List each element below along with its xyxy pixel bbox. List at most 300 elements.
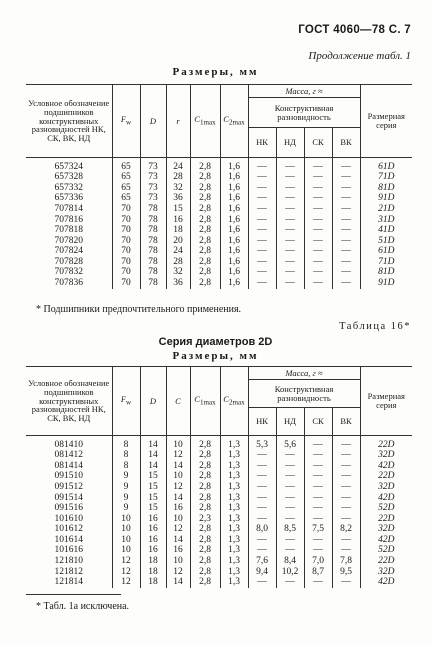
header-sk: СК bbox=[304, 408, 332, 436]
cell-designation: 707824 bbox=[54, 246, 83, 257]
table-cell: — bbox=[276, 236, 304, 247]
series-title: Серия диаметров 2D bbox=[158, 336, 273, 348]
table-cell: 78 bbox=[140, 257, 166, 268]
table-cell: 32D bbox=[360, 525, 412, 536]
table-cell: 78 bbox=[140, 268, 166, 279]
footnote-excluded: * Табл. 1а исключена. bbox=[36, 601, 130, 612]
table-cell: — bbox=[248, 472, 276, 483]
table-cell: — bbox=[276, 482, 304, 493]
table-cell: — bbox=[332, 472, 360, 483]
table-cell: 1,3 bbox=[220, 514, 248, 525]
table-cell: 2,8 bbox=[190, 215, 220, 226]
table-cell: 16 bbox=[140, 546, 166, 557]
table-cell: — bbox=[332, 493, 360, 504]
table-cell: 15 bbox=[140, 504, 166, 515]
table-cell: — bbox=[304, 472, 332, 483]
table-cell: — bbox=[248, 546, 276, 557]
cell-designation: 707836 bbox=[54, 278, 83, 289]
table-cell: 73 bbox=[140, 173, 166, 184]
header-c1max: $C_{1max}$ bbox=[190, 367, 220, 436]
table-cell: — bbox=[304, 514, 332, 525]
table-cell: — bbox=[304, 436, 332, 451]
table-cell: 2,8 bbox=[190, 578, 220, 589]
header-vk: ВК bbox=[332, 408, 360, 436]
table-cell: 5,3 bbox=[248, 436, 276, 451]
header-r: r bbox=[166, 85, 190, 158]
table-row bbox=[26, 158, 412, 173]
table-cell: 9,4 bbox=[248, 567, 276, 578]
table-cell: 2,8 bbox=[190, 257, 220, 268]
cell-designation: 707814 bbox=[54, 203, 83, 214]
table-cell: — bbox=[332, 173, 360, 184]
table-cell: 78 bbox=[140, 204, 166, 215]
table-cell: 73 bbox=[140, 158, 166, 173]
table-cell: — bbox=[304, 215, 332, 226]
table-row bbox=[26, 461, 412, 472]
table-row bbox=[26, 173, 412, 184]
table-cell: — bbox=[248, 257, 276, 268]
table-cell: 81D bbox=[360, 183, 412, 194]
table-cell: 5,6 bbox=[276, 436, 304, 451]
table-cell: 32 bbox=[166, 268, 190, 279]
table-cell: — bbox=[332, 461, 360, 472]
table-cell: 1,6 bbox=[220, 158, 248, 173]
table-cell: 8,7 bbox=[304, 567, 332, 578]
table-cell: 70 bbox=[112, 226, 140, 237]
table-cell: 7,0 bbox=[304, 557, 332, 568]
table-cell: — bbox=[304, 461, 332, 472]
table-cell: — bbox=[248, 215, 276, 226]
table-cell: 14 bbox=[166, 578, 190, 589]
table-cell: 2,8 bbox=[190, 472, 220, 483]
table-cell: — bbox=[332, 194, 360, 205]
table-row bbox=[26, 567, 412, 578]
table-cell: 70 bbox=[112, 215, 140, 226]
table-cell: — bbox=[276, 461, 304, 472]
table-cell: — bbox=[332, 183, 360, 194]
table-cell: — bbox=[248, 493, 276, 504]
table-cell: 78 bbox=[140, 236, 166, 247]
table-cell: — bbox=[304, 504, 332, 515]
cell-designation: 091514 bbox=[54, 492, 83, 503]
table-cell: 16 bbox=[140, 514, 166, 525]
cell-designation: 101610 bbox=[54, 513, 83, 524]
table-cell: — bbox=[276, 493, 304, 504]
table-row bbox=[26, 268, 412, 279]
table-row bbox=[26, 504, 412, 515]
table-cell: 70 bbox=[112, 268, 140, 279]
table-cell: 2,8 bbox=[190, 482, 220, 493]
table-row bbox=[26, 451, 412, 462]
table-cell: 18 bbox=[166, 226, 190, 237]
table-cell: 1,3 bbox=[220, 557, 248, 568]
header-kind: Конструктивная разновидность bbox=[248, 380, 360, 408]
table-cell: 2,8 bbox=[190, 493, 220, 504]
table-cell: 8 bbox=[112, 451, 140, 462]
sizes-label: Размеры, мм bbox=[172, 66, 259, 78]
table-cell: 10 bbox=[166, 514, 190, 525]
table-cell: — bbox=[332, 257, 360, 268]
table-cell: — bbox=[332, 236, 360, 247]
table-cell: 9 bbox=[112, 493, 140, 504]
table-cell: 10 bbox=[112, 546, 140, 557]
table-cell: 24 bbox=[166, 247, 190, 258]
cell-designation: 657328 bbox=[54, 172, 83, 183]
table-cell: 1,6 bbox=[220, 236, 248, 247]
table-cell: — bbox=[248, 173, 276, 184]
sizes-label-2: Размеры, мм bbox=[172, 350, 259, 362]
table-cell: — bbox=[248, 247, 276, 258]
table-cell: — bbox=[276, 535, 304, 546]
table-cell: 10,2 bbox=[276, 567, 304, 578]
table-row bbox=[26, 183, 412, 194]
table-cell: 70 bbox=[112, 279, 140, 290]
table-row bbox=[26, 226, 412, 237]
table-cell: 1,3 bbox=[220, 472, 248, 483]
table-cell: 2,8 bbox=[190, 204, 220, 215]
table-cell: — bbox=[248, 504, 276, 515]
header-c2max: $C_{2max}$ bbox=[220, 367, 248, 436]
table-cell: 22D bbox=[360, 472, 412, 483]
table-cell: 61D bbox=[360, 247, 412, 258]
table-cell: 2,8 bbox=[190, 183, 220, 194]
table-cell: — bbox=[304, 257, 332, 268]
table-cell: — bbox=[332, 504, 360, 515]
header-c2max: $C_{2max}$ bbox=[220, 85, 248, 158]
table-cell: 42D bbox=[360, 493, 412, 504]
table-cell: — bbox=[304, 535, 332, 546]
header-c: C bbox=[166, 367, 190, 436]
table-cell: 2,8 bbox=[190, 504, 220, 515]
table-cell: 2,8 bbox=[190, 236, 220, 247]
table-cell: 70 bbox=[112, 204, 140, 215]
table-row bbox=[26, 578, 412, 589]
table-cell: 65 bbox=[112, 158, 140, 173]
header-nk: НК bbox=[248, 128, 276, 158]
table-cell: — bbox=[304, 451, 332, 462]
table-cell: — bbox=[332, 279, 360, 290]
table-cell: 18 bbox=[140, 578, 166, 589]
table-cell: 20 bbox=[166, 236, 190, 247]
table-cell: — bbox=[332, 514, 360, 525]
table-cell: 8,0 bbox=[248, 525, 276, 536]
table-cell: — bbox=[304, 226, 332, 237]
table-cell: 1,3 bbox=[220, 535, 248, 546]
table-cell: 2,8 bbox=[190, 226, 220, 237]
table-cell: 70 bbox=[112, 247, 140, 258]
table-row bbox=[26, 482, 412, 493]
cell-designation: 707820 bbox=[54, 235, 83, 246]
table-cell: — bbox=[304, 247, 332, 258]
cell-designation: 091512 bbox=[54, 481, 83, 492]
header-fw: $F_w$ bbox=[112, 85, 140, 158]
table-cell: 8,5 bbox=[276, 525, 304, 536]
table-cell: — bbox=[332, 268, 360, 279]
table-cell: 22D bbox=[360, 436, 412, 451]
table-cell: — bbox=[248, 482, 276, 493]
footnote-rule bbox=[26, 594, 121, 595]
table-cell: — bbox=[304, 578, 332, 589]
table-cell: — bbox=[248, 183, 276, 194]
table-cell: — bbox=[276, 215, 304, 226]
table-cell: 16 bbox=[166, 215, 190, 226]
table-cell: 12 bbox=[112, 567, 140, 578]
cell-designation: 091516 bbox=[54, 503, 83, 514]
table-cell: 32 bbox=[166, 183, 190, 194]
table-cell: 2,8 bbox=[190, 525, 220, 536]
header-nd: НД bbox=[276, 408, 304, 436]
table-cell: 1,3 bbox=[220, 461, 248, 472]
table-cell: 65 bbox=[112, 183, 140, 194]
table-cell: — bbox=[276, 472, 304, 483]
header-c1max: $C_{1max}$ bbox=[190, 85, 220, 158]
header-d: D bbox=[140, 367, 166, 436]
table-cell: 61D bbox=[360, 158, 412, 173]
table-cell: — bbox=[332, 215, 360, 226]
table-cell: 8,2 bbox=[332, 525, 360, 536]
table-cell: 42D bbox=[360, 535, 412, 546]
table-cell: 21D bbox=[360, 204, 412, 215]
table-cell: 41D bbox=[360, 226, 412, 237]
table-cell: 32D bbox=[360, 482, 412, 493]
table-cell: 1,6 bbox=[220, 247, 248, 258]
table-cell: 42D bbox=[360, 461, 412, 472]
table-cell: 18 bbox=[140, 567, 166, 578]
cell-designation: 121810 bbox=[54, 556, 83, 567]
table-row bbox=[26, 236, 412, 247]
table-row bbox=[26, 493, 412, 504]
table-cell: — bbox=[332, 535, 360, 546]
table-cell: 65 bbox=[112, 173, 140, 184]
table-cell: — bbox=[248, 514, 276, 525]
table-cell: — bbox=[248, 451, 276, 462]
table-cell: — bbox=[276, 546, 304, 557]
footnote-preferred: * Подшипники предпочтительного применения. bbox=[36, 304, 242, 315]
table-cell: 9 bbox=[112, 472, 140, 483]
table-cell: 2,8 bbox=[190, 461, 220, 472]
table-row bbox=[26, 472, 412, 483]
table-cell: 1,3 bbox=[220, 436, 248, 451]
table-cell: 73 bbox=[140, 183, 166, 194]
table-cell: — bbox=[332, 204, 360, 215]
header-mass: Масса, г ≈ bbox=[248, 85, 360, 98]
table-cell: — bbox=[248, 226, 276, 237]
header-size-series: Размерная серия bbox=[360, 367, 412, 436]
table-cell: 1,6 bbox=[220, 257, 248, 268]
table-cell: 1,6 bbox=[220, 279, 248, 290]
table-cell: 10 bbox=[112, 535, 140, 546]
table-cell: — bbox=[332, 247, 360, 258]
table-cell: 2,8 bbox=[190, 268, 220, 279]
table-cell: 1,6 bbox=[220, 194, 248, 205]
table-cell: 91D bbox=[360, 279, 412, 290]
table-cell: 12 bbox=[166, 482, 190, 493]
cell-designation: 081412 bbox=[54, 450, 83, 461]
table-cell: 8 bbox=[112, 436, 140, 451]
table-cell: 14 bbox=[140, 436, 166, 451]
table-cell: 15 bbox=[140, 472, 166, 483]
table-cell: 15 bbox=[140, 482, 166, 493]
header-nk: НК bbox=[248, 408, 276, 436]
table-cell: — bbox=[248, 268, 276, 279]
cell-designation: 657336 bbox=[54, 193, 83, 204]
table-cell: — bbox=[332, 482, 360, 493]
table-cell: — bbox=[276, 504, 304, 515]
table-cell: — bbox=[304, 158, 332, 173]
table-cell: — bbox=[304, 268, 332, 279]
page-reference: ГОСТ 4060—78 С. 7 bbox=[298, 24, 411, 36]
table-cell: — bbox=[248, 194, 276, 205]
table-cell: 2,8 bbox=[190, 158, 220, 173]
cell-designation: 091510 bbox=[54, 471, 83, 482]
table-row bbox=[26, 257, 412, 268]
cell-designation: 081410 bbox=[54, 439, 83, 450]
table-cell: 2,8 bbox=[190, 173, 220, 184]
table-cell: 16 bbox=[166, 546, 190, 557]
table-cell: — bbox=[332, 436, 360, 451]
table-cell: — bbox=[276, 204, 304, 215]
table-16-title: Таблица 16* bbox=[339, 321, 411, 332]
table-cell: — bbox=[276, 257, 304, 268]
header-nd: НД bbox=[276, 128, 304, 158]
table-row bbox=[26, 279, 412, 290]
table-row bbox=[26, 436, 412, 451]
table-cell: 9 bbox=[112, 504, 140, 515]
table-cell: 14 bbox=[140, 461, 166, 472]
table-cell: 7,5 bbox=[304, 525, 332, 536]
header-sk: СК bbox=[304, 128, 332, 158]
table-cell: — bbox=[304, 183, 332, 194]
table-cell: 1,6 bbox=[220, 226, 248, 237]
table-cell: 73 bbox=[140, 194, 166, 205]
table-cell: 2,8 bbox=[190, 247, 220, 258]
header-vk: ВК bbox=[332, 128, 360, 158]
table-cell: 12 bbox=[112, 557, 140, 568]
table-row bbox=[26, 546, 412, 557]
header-mass: Масса, г ≈ bbox=[248, 367, 360, 380]
table-cell: 10 bbox=[166, 472, 190, 483]
table-cell: 71D bbox=[360, 257, 412, 268]
table-cell: 14 bbox=[140, 451, 166, 462]
table-cell: 52D bbox=[360, 546, 412, 557]
table-cell: 81D bbox=[360, 268, 412, 279]
table-cell: — bbox=[304, 482, 332, 493]
table-cell: 2,8 bbox=[190, 279, 220, 290]
table-cell: — bbox=[332, 546, 360, 557]
table-row bbox=[26, 535, 412, 546]
table-cell: — bbox=[276, 226, 304, 237]
cell-designation: 707818 bbox=[54, 225, 83, 236]
table-cell: 36 bbox=[166, 194, 190, 205]
table-cell: 2,8 bbox=[190, 451, 220, 462]
table-cell: 65 bbox=[112, 194, 140, 205]
table-cell: — bbox=[248, 204, 276, 215]
table-cell: — bbox=[248, 578, 276, 589]
cell-designation: 101612 bbox=[54, 524, 83, 535]
table-cell: — bbox=[304, 173, 332, 184]
table-cell: 12 bbox=[112, 578, 140, 589]
table-cell: 18 bbox=[140, 557, 166, 568]
table-cell: 10 bbox=[112, 514, 140, 525]
table-cell: — bbox=[304, 493, 332, 504]
table-cell: — bbox=[304, 546, 332, 557]
table-row bbox=[26, 194, 412, 205]
table-cell: — bbox=[248, 158, 276, 173]
table-cell: — bbox=[276, 158, 304, 173]
table-cell: — bbox=[276, 183, 304, 194]
table-cell: 32D bbox=[360, 567, 412, 578]
header-designation: Условное обозначение подшипников конструктивных разновидностей НК, СК, ВК, НД bbox=[26, 367, 112, 436]
cell-designation: 101614 bbox=[54, 534, 83, 545]
cell-designation: 657332 bbox=[54, 182, 83, 193]
table-cell: 1,6 bbox=[220, 268, 248, 279]
table-row bbox=[26, 247, 412, 258]
table-cell: 22D bbox=[360, 557, 412, 568]
table-cell: 1,6 bbox=[220, 173, 248, 184]
table-cell: 14 bbox=[166, 461, 190, 472]
table-cell: — bbox=[332, 158, 360, 173]
table-cell: — bbox=[276, 514, 304, 525]
table-cell: 2,8 bbox=[190, 557, 220, 568]
table-cell: 1,6 bbox=[220, 215, 248, 226]
table-cell: 16 bbox=[140, 525, 166, 536]
table-cell: 1,6 bbox=[220, 204, 248, 215]
table-cell: 51D bbox=[360, 236, 412, 247]
table-cell: 2,8 bbox=[190, 567, 220, 578]
table-cell: 70 bbox=[112, 257, 140, 268]
table-cell: — bbox=[304, 204, 332, 215]
table-cell: 2,8 bbox=[190, 546, 220, 557]
table-cell: 70 bbox=[112, 236, 140, 247]
table-row bbox=[26, 525, 412, 536]
cell-designation: 707816 bbox=[54, 214, 83, 225]
table-cell: 78 bbox=[140, 279, 166, 290]
table-cell: 22D bbox=[360, 514, 412, 525]
header-d: D bbox=[140, 85, 166, 158]
table-row bbox=[26, 557, 412, 568]
table-cell: — bbox=[304, 236, 332, 247]
table-cell: 1,6 bbox=[220, 183, 248, 194]
header-designation: Условное обозначение подшипников конструктивных разновидностей НК, СК, ВК, НД bbox=[26, 85, 112, 158]
table-cell: 15 bbox=[166, 204, 190, 215]
table-cell: 32D bbox=[360, 451, 412, 462]
table-cell: — bbox=[332, 578, 360, 589]
table-cell: 12 bbox=[166, 451, 190, 462]
table-cell: — bbox=[276, 247, 304, 258]
cell-designation: 707828 bbox=[54, 256, 83, 267]
table-cell: 7,6 bbox=[248, 557, 276, 568]
table-cell: 2,8 bbox=[190, 194, 220, 205]
table-cell: 12 bbox=[166, 567, 190, 578]
table-cell: 14 bbox=[166, 493, 190, 504]
header-fw: $F_w$ bbox=[112, 367, 140, 436]
header-kind: Конструктивная разновидность bbox=[248, 98, 360, 128]
table-cell: 42D bbox=[360, 578, 412, 589]
table-cell: 8 bbox=[112, 461, 140, 472]
table-cell: 91D bbox=[360, 194, 412, 205]
table-row bbox=[26, 215, 412, 226]
cell-designation: 121812 bbox=[54, 566, 83, 577]
table-cell: 78 bbox=[140, 226, 166, 237]
table-cell: — bbox=[248, 461, 276, 472]
table-cell: 78 bbox=[140, 247, 166, 258]
table-cell: 9,5 bbox=[332, 567, 360, 578]
table-cell: 2,8 bbox=[190, 535, 220, 546]
table-cell: — bbox=[276, 451, 304, 462]
cell-designation: 081414 bbox=[54, 460, 83, 471]
table-cell: 10 bbox=[166, 436, 190, 451]
cell-designation: 657324 bbox=[54, 161, 83, 172]
